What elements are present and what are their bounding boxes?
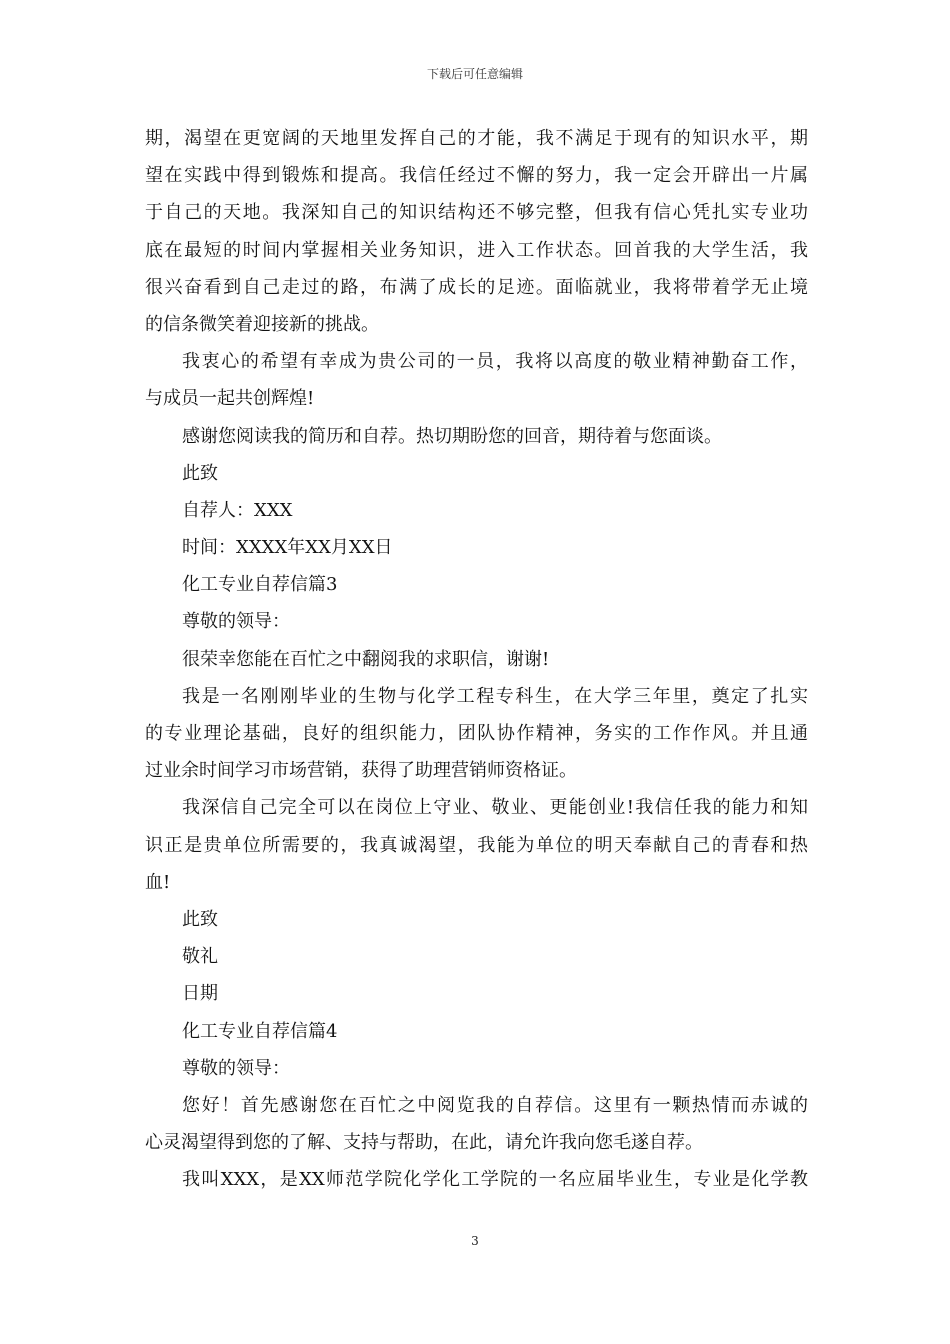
salutation: 尊敬的领导： bbox=[182, 611, 290, 633]
date-line: 日期 bbox=[182, 983, 218, 1005]
text-line: 您好！首先感谢您在百忙之中阅览我的自荐信。这里有一颗热情而赤诚的 bbox=[182, 1094, 808, 1116]
date-line: 时间：XXXX年XX月XX日 bbox=[182, 537, 393, 559]
text-line: 期，渴望在更宽阔的天地里发挥自己的才能，我不满足于现有的知识水平，期 bbox=[145, 128, 808, 149]
text-line: 很兴奋看到自己走过的路，布满了成长的足迹。面临就业，我将带着学无止境 bbox=[145, 276, 808, 298]
text-line: 我叫XXX，是XX师范学院化学化工学院的一名应届毕业生，专业是化学教 bbox=[182, 1169, 808, 1191]
closing-line: 此致 bbox=[182, 462, 218, 484]
text-line: 血! bbox=[145, 871, 171, 893]
text-line: 与成员一起共创辉煌! bbox=[145, 388, 315, 410]
salutation: 尊敬的领导： bbox=[182, 1057, 290, 1079]
text-line: 底在最短的时间内掌握相关业务知识，进入工作状态。回首我的大学生活，我 bbox=[145, 239, 808, 261]
text-line: 我衷心的希望有幸成为贵公司的一员，我将以高度的敬业精神勤奋工作， bbox=[182, 351, 808, 373]
page-header: 下载后可任意编辑 bbox=[426, 67, 523, 81]
text-line: 心灵渴望得到您的了解、支持与帮助，在此，请允许我向您毛遂自荐。 bbox=[145, 1132, 703, 1154]
text-line: 于自己的天地。我深知自己的知识结构还不够完整，但我有信心凭扎实专业功 bbox=[145, 202, 808, 224]
page-number: 3 bbox=[471, 1234, 479, 1248]
text-line: 的专业理论基础，良好的组织能力，团队协作精神，务实的工作作风。并且通 bbox=[145, 723, 808, 744]
section-title: 化工专业自荐信篇3 bbox=[182, 574, 338, 596]
text-line: 很荣幸您能在百忙之中翻阅我的求职信，谢谢! bbox=[182, 648, 550, 670]
text-line: 我深信自己完全可以在岗位上守业、敬业、更能创业!我信任我的能力和知 bbox=[182, 797, 808, 819]
closing-line: 敬礼 bbox=[182, 946, 218, 968]
text-line: 感谢您阅读我的简历和自荐。热切期盼您的回音，期待着与您面谈。 bbox=[182, 425, 722, 447]
text-line: 我是一名刚刚毕业的生物与化学工程专科生，在大学三年里，奠定了扎实 bbox=[182, 685, 808, 707]
text-line: 过业余时间学习市场营销，获得了助理营销师资格证。 bbox=[145, 760, 577, 782]
closing-line: 此致 bbox=[182, 908, 218, 930]
document-body bbox=[145, 120, 808, 1198]
section-title: 化工专业自荐信篇4 bbox=[182, 1020, 338, 1042]
text-line: 识正是贵单位所需要的，我真诚渴望，我能为单位的明天奉献自己的青春和热 bbox=[145, 834, 808, 856]
signature-line: 自荐人：XXX bbox=[182, 499, 293, 521]
text-line: 的信条微笑着迎接新的挑战。 bbox=[145, 313, 379, 335]
text-line: 望在实践中得到锻炼和提高。我信任经过不懈的努力，我一定会开辟出一片属 bbox=[145, 165, 808, 187]
